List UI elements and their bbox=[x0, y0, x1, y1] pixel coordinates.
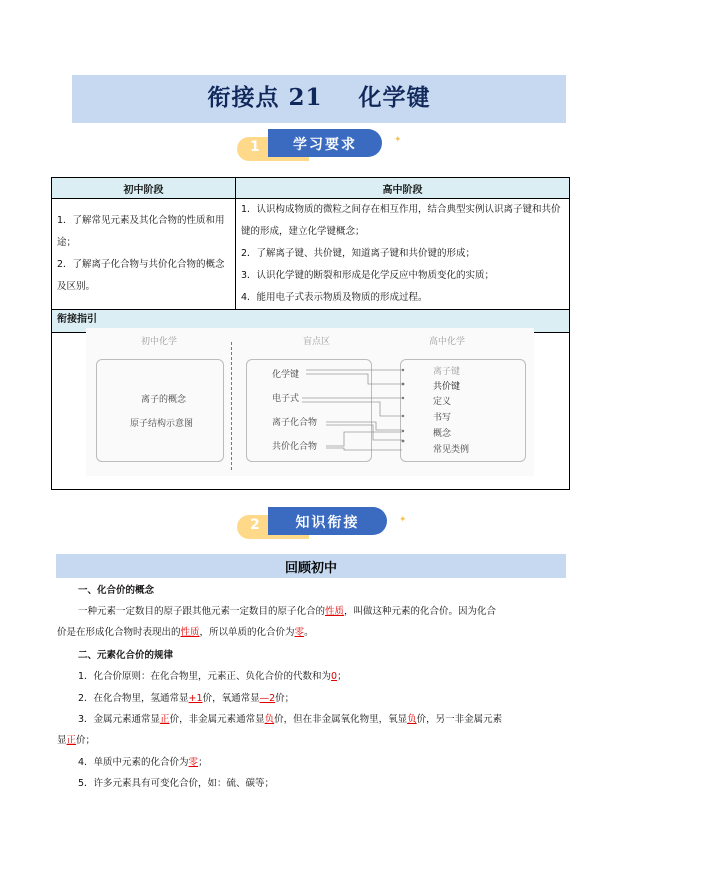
senior-item: 3．认识化学键的断裂和形成是化学反应中物质变化的实质； bbox=[241, 270, 495, 281]
rule-item bbox=[78, 688, 294, 709]
answer-highlight: 负 bbox=[407, 714, 417, 725]
rule-item bbox=[78, 709, 502, 730]
junior-cell bbox=[52, 199, 236, 310]
text: 显 bbox=[57, 735, 67, 746]
star-icon: ✦ bbox=[399, 515, 407, 525]
senior-item: 书写 bbox=[433, 413, 452, 423]
blind-item: 共价化合物 bbox=[272, 442, 318, 452]
guide-header: 衔接指引 bbox=[52, 310, 570, 333]
answer-highlight: 零 bbox=[188, 757, 199, 768]
senior-item: 共价键 bbox=[433, 382, 461, 392]
answer-highlight: 正 bbox=[66, 735, 77, 746]
connector-lines bbox=[86, 328, 534, 476]
answer-highlight: —2 bbox=[259, 693, 276, 704]
text: ，所以单质的化合价为 bbox=[199, 627, 295, 638]
text: 1．化合价原则：在化合物里，元素正、负化合价的代数和为 bbox=[78, 671, 332, 682]
text: 。 bbox=[304, 627, 314, 638]
badge-pill bbox=[268, 507, 387, 535]
answer-highlight: 负 bbox=[264, 714, 275, 725]
section-badge-knowledge-bridge bbox=[237, 507, 407, 543]
paragraph-line bbox=[78, 601, 496, 622]
heading-valence-rules: 二、元素化合价的规律 bbox=[78, 650, 174, 661]
junior-item: 原子结构示意图 bbox=[130, 419, 194, 429]
bridging-diagram bbox=[86, 328, 534, 476]
junior-item: 2．了解离子化合物与共价化合物的概念及区别。 bbox=[57, 259, 225, 292]
column-label-blind: 盲点区 bbox=[303, 337, 331, 347]
star-icon: ✦ bbox=[394, 135, 402, 145]
text: 价； bbox=[275, 693, 295, 704]
header-senior: 高中阶段 bbox=[236, 178, 570, 199]
blind-item: 化学键 bbox=[272, 370, 300, 380]
answer-highlight: 性质 bbox=[180, 627, 200, 638]
section-title: 回顾初中 bbox=[284, 561, 337, 576]
blind-item: 离子化合物 bbox=[272, 418, 318, 428]
section-badge-study-requirements bbox=[237, 129, 407, 165]
rule-item-continued bbox=[57, 730, 95, 751]
badge-label: 学习要求 bbox=[293, 137, 357, 153]
senior-cell bbox=[236, 199, 570, 310]
text: 价，另一非金属元素 bbox=[416, 714, 503, 725]
answer-highlight: 正 bbox=[160, 714, 170, 725]
text: 价，非金属元素通常显 bbox=[169, 714, 265, 725]
answer-highlight: 0 bbox=[331, 671, 338, 682]
text: 价； bbox=[76, 735, 96, 746]
text: 一种元素一定数目的原子跟其他元素一定数目的原子化合的 bbox=[78, 606, 326, 617]
text: 2．在化合物里，氢通常显 bbox=[78, 693, 189, 704]
answer-highlight: 性质 bbox=[325, 606, 345, 617]
senior-item: 常见类例 bbox=[433, 445, 470, 455]
column-label-senior: 高中化学 bbox=[429, 337, 466, 347]
answer-highlight: 零 bbox=[294, 627, 305, 638]
badge-pill bbox=[268, 129, 382, 157]
rule-item: 5．许多元素具有可变化合价，如：硫、碳等； bbox=[78, 778, 275, 789]
senior-item: 概念 bbox=[433, 429, 452, 439]
rule-item bbox=[78, 666, 347, 687]
senior-item: 离子键 bbox=[433, 367, 461, 377]
text: 3．金属元素通常显 bbox=[78, 714, 161, 725]
senior-item: 4．能用电子式表示物质及物质的形成过程。 bbox=[241, 292, 428, 303]
text: 价是在形成化合物时表现出的 bbox=[57, 627, 181, 638]
column-label-junior: 初中化学 bbox=[141, 337, 178, 347]
section-header-review-junior bbox=[56, 554, 566, 578]
text: ； bbox=[198, 757, 208, 768]
rule-item bbox=[78, 752, 208, 773]
badge-number: 1 bbox=[250, 139, 260, 155]
junior-item: 离子的概念 bbox=[141, 395, 187, 405]
heading-valence-concept: 一、化合价的概念 bbox=[78, 585, 155, 596]
header-junior: 初中阶段 bbox=[52, 178, 236, 199]
text: 价，但在非金属氧化物里，氧显 bbox=[274, 714, 408, 725]
paragraph-line bbox=[57, 622, 314, 643]
senior-item: 1．认识构成物质的微粒之间存在相互作用，结合典型实例认识离子键和共价键的形成，建立化学键概念； bbox=[241, 204, 561, 237]
text: 价，氧通常显 bbox=[202, 693, 260, 704]
text: ，叫做这种元素的化合价。因为化合 bbox=[344, 606, 497, 617]
junior-item: 1．了解常见元素及其化合物的性质和用途； bbox=[57, 215, 225, 248]
page-title: 衔接点 21 化学键 bbox=[207, 84, 431, 111]
senior-item: 定义 bbox=[433, 397, 452, 407]
text: 4．单质中元素的化合价为 bbox=[78, 757, 189, 768]
badge-number: 2 bbox=[250, 517, 260, 533]
text: ； bbox=[337, 671, 347, 682]
senior-item: 2．了解离子键、共价键，知道离子键和共价键的形成； bbox=[241, 248, 476, 259]
blind-item: 电子式 bbox=[272, 394, 300, 404]
answer-highlight: +1 bbox=[188, 693, 203, 704]
title-banner bbox=[72, 75, 566, 123]
badge-label: 知识衔接 bbox=[295, 515, 360, 531]
